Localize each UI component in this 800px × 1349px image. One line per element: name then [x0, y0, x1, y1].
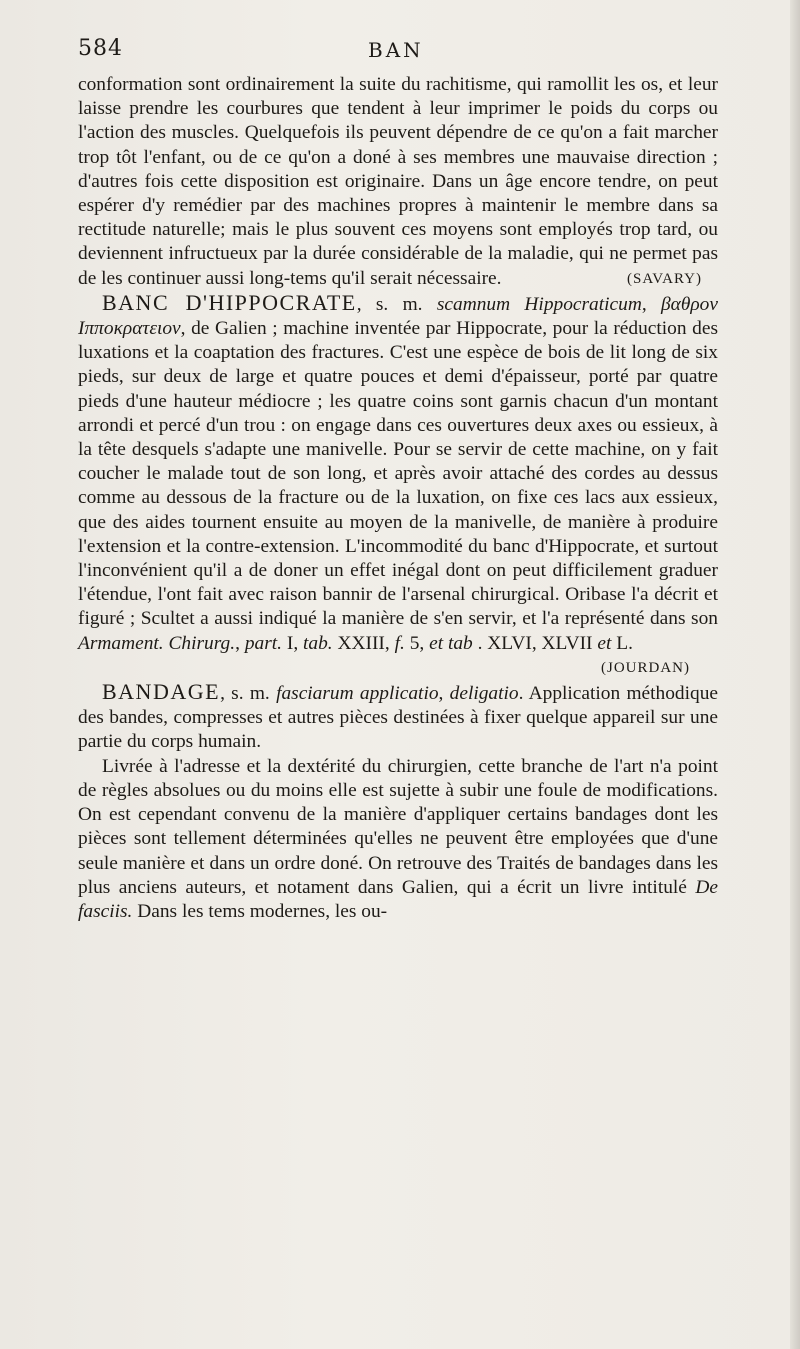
ref-tab-num: XXIII: [337, 632, 385, 654]
latin-term-banc: scamnum Hippocraticum: [436, 293, 642, 315]
ref-l: L.: [616, 632, 633, 654]
page-edge-shadow: [790, 0, 800, 1349]
grammar-bandage: , s. m.: [220, 683, 270, 705]
greek-term-banc: βαθρον Ιπποκρατειον: [78, 293, 718, 340]
latin-term-bandage-2: deligatio: [449, 683, 519, 705]
ref-et-tab: et tab: [429, 632, 473, 654]
signature-jourdan: (JOURDAN): [601, 659, 690, 676]
bandage-title-work: De fasciis.: [78, 876, 718, 922]
ref-f-num: 5: [409, 632, 420, 654]
page-header: [78, 36, 718, 66]
headword-banc: BANC D'HIPPOCRATE: [102, 289, 357, 315]
ref-part-label: part.: [244, 632, 282, 654]
ref-work: Armament. Chirurg.: [78, 632, 236, 654]
headword-bandage: BANDAGE: [102, 679, 221, 705]
grammar-banc: , s. m.: [356, 293, 423, 315]
bandage-text-end: Dans les tems modernes, les ou-: [132, 900, 388, 922]
body-text: [78, 73, 718, 924]
entry-banc-hippocrate: BANC D'HIPPOCRATE, s. m. scamnum Hippocraticum, βαθρον Ιπποκρατειον, de Galien ; machine inventée par Hippocrate, pour la réduction des luxations et la coaptation des fractures. C'est une espèce de bois de lit long de six pieds, sur deux de large et quatre pouces et demi d'épaisseur, porté par quatre pieds d'une hauteur médiocre ; les quatre coins sont garnis chacun d'un montant arrondi et percé d'un trou : on engage dans ces ouvertures deux axes ou essieux, à la tête desquels s'adapte une manivelle. Pour se servir de cette machine, on y fait coucher le malade tout de son long, et après avoir attaché des cordes au dessus comme au dessous de la fracture ou de la luxation, on fixe ces lacs aux essieux, que des aides tournent ensuite au moyen de la manivelle, de manière à produire l'extension et la contre-extension. L'incommodité du banc d'Hippocrate, et surtout l'inconvénient qu'il a de doner un effet inégal dont on peut difficilement graduer l'étendue, l'ont fait avec raison bannir de l'arsenal chirurgical. Oribase l'a décrit et figuré ; Scultet a aussi indiqué la manière de s'en servir, et l'a représenté dans son Armament. Chirurg., part. I, tab. XXIII, f. 5, et tab . XLVI, XLVII et L. (JOURDAN): [78, 291, 718, 680]
ref-f-label: f.: [394, 632, 405, 654]
ref-part-num: I: [286, 632, 294, 654]
ref-et: et: [597, 632, 612, 654]
continuation-text: conformation sont ordinairement la suite du rachitisme, qui ramollit les os, et leur laisse prendre les courbures que tendent à leur imprimer le poids du corps ou l'action des muscles. Quelquefois ils peuvent dépendre de ce qu'on a fait marcher trop tôt l'enfant, ou de ce qu'on a doné à ses membres une mauvaise direction ; d'autres fois cette disposition est originaire. Dans un âge encore tendre, on peut espérer d'y remédier par des machines propres à maintenir le membre dans sa rectitude naturelle; mais le plus souvent ces moyens sont employés trop tard, ou deviennent infructueux par la durée considérable de la maladie, qui ne permet pas de les continuer aussi long-tems qu'il serait nécessaire.: [78, 74, 718, 289]
entry-bandage: BANDAGE, s. m. fasciarum applicatio, deligatio. Application méthodique des bandes, compresses et autres pièces destinées à fixer quelque appareil sur une partie du corps humain.: [78, 679, 718, 753]
bandage-definition: . Application méthodique des bandes, compresses et autres pièces destinées à fixer quelque appareil sur une partie du corps humain.: [78, 683, 718, 753]
ref-tab-label: tab.: [303, 632, 333, 654]
banc-text: , de Galien ; machine inventée par Hippocrate, pour la réduction des luxations et la coaptation des fractures. C'est une espèce de bois de lit long de six pieds, sur deux de large et quatre pouces et demi d'épaisseur, porté par quatre pieds d'une hauteur médiocre ; les quatre coins sont garnis chacun d'un montant arrondi et percé d'un trou : on engage dans ces ouvertures deux axes ou essieux, à la tête desquels s'adapte une manivelle. Pour se servir de cette machine, on y fait coucher le malade tout de son long, et après avoir attaché des cordes au dessus comme au dessous de la fracture ou de la luxation, on fixe ces lacs aux essieux, que des aides tournent ensuite au moyen de la manivelle, de manière à produire l'extension et la contre-extension. L'incommodité du banc d'Hippocrate, et surtout l'inconvénient qu'il a de doner un effet inégal dont on peut difficilement graduer l'étendue, l'ont fait avec raison bannir de l'arsenal chirurgical. Oribase l'a décrit et figuré ; Scultet a aussi indiqué la manière de s'en servir, et l'a représenté dans son: [78, 318, 718, 630]
bandage-paragraph: [78, 755, 718, 924]
ref-tabs: XLVI, XLVII: [487, 632, 593, 654]
page-number: 584: [78, 36, 123, 61]
running-head: BAN: [368, 38, 424, 62]
entry-continuation: [78, 73, 718, 291]
signature-savary: (SAVARY): [627, 270, 702, 287]
bandage-text: Livrée à l'adresse et la dextérité du chirurgien, cette branche de l'art n'a point de règles absolues ou du moins elle est sujette à subir une foule de modifications. On est cependant convenu de la manière d'appliquer certains bandages dont les pièces sont tellement déterminées qu'elles ne peuvent être employées que d'une seule manière et dans un ordre doné. On retrouve des Traités de bandages dans les plus anciens auteurs, et notament dans Galien, qui a écrit un livre intitulé: [78, 755, 718, 898]
latin-term-bandage-1: fasciarum applicatio: [276, 683, 439, 705]
